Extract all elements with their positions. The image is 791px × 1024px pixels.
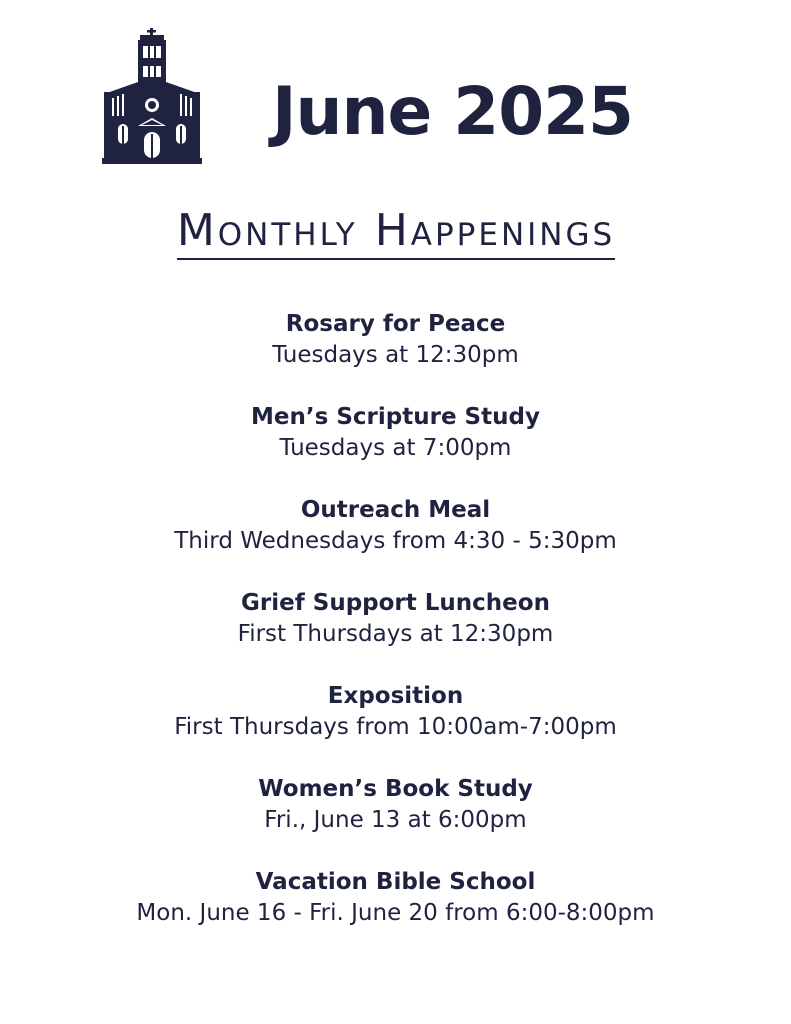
event-item	[0, 495, 791, 557]
event-time: First Thursdays from 10:00am-7:00pm	[174, 714, 617, 740]
events-list	[0, 309, 791, 960]
event-time: Tuesdays at 12:30pm	[272, 342, 519, 368]
event-time: Fri., June 13 at 6:00pm	[264, 807, 527, 833]
event-time: Third Wednesdays from 4:30 - 5:30pm	[174, 528, 617, 554]
event-item	[0, 774, 791, 836]
event-time: Tuesdays at 7:00pm	[279, 435, 512, 461]
event-name: Outreach Meal	[300, 497, 491, 523]
event-item	[0, 867, 791, 929]
church-icon	[102, 28, 202, 164]
event-item	[0, 588, 791, 650]
event-name: Exposition	[327, 683, 464, 709]
event-time: Mon. June 16 - Fri. June 20 from 6:00-8:00pm	[136, 900, 655, 926]
event-item	[0, 681, 791, 743]
event-name: Women’s Book Study	[258, 776, 533, 802]
event-item	[0, 309, 791, 371]
event-name: Grief Support Luncheon	[241, 590, 550, 616]
page-title: June 2025	[272, 73, 633, 150]
event-name: Vacation Bible School	[255, 869, 536, 895]
event-item	[0, 402, 791, 464]
event-name: Men’s Scripture Study	[251, 404, 540, 430]
event-time: First Thursdays at 12:30pm	[237, 621, 554, 647]
event-name: Rosary for Peace	[285, 311, 506, 337]
section-heading	[100, 206, 692, 260]
section-heading-text: Monthly Happenings	[177, 206, 615, 260]
